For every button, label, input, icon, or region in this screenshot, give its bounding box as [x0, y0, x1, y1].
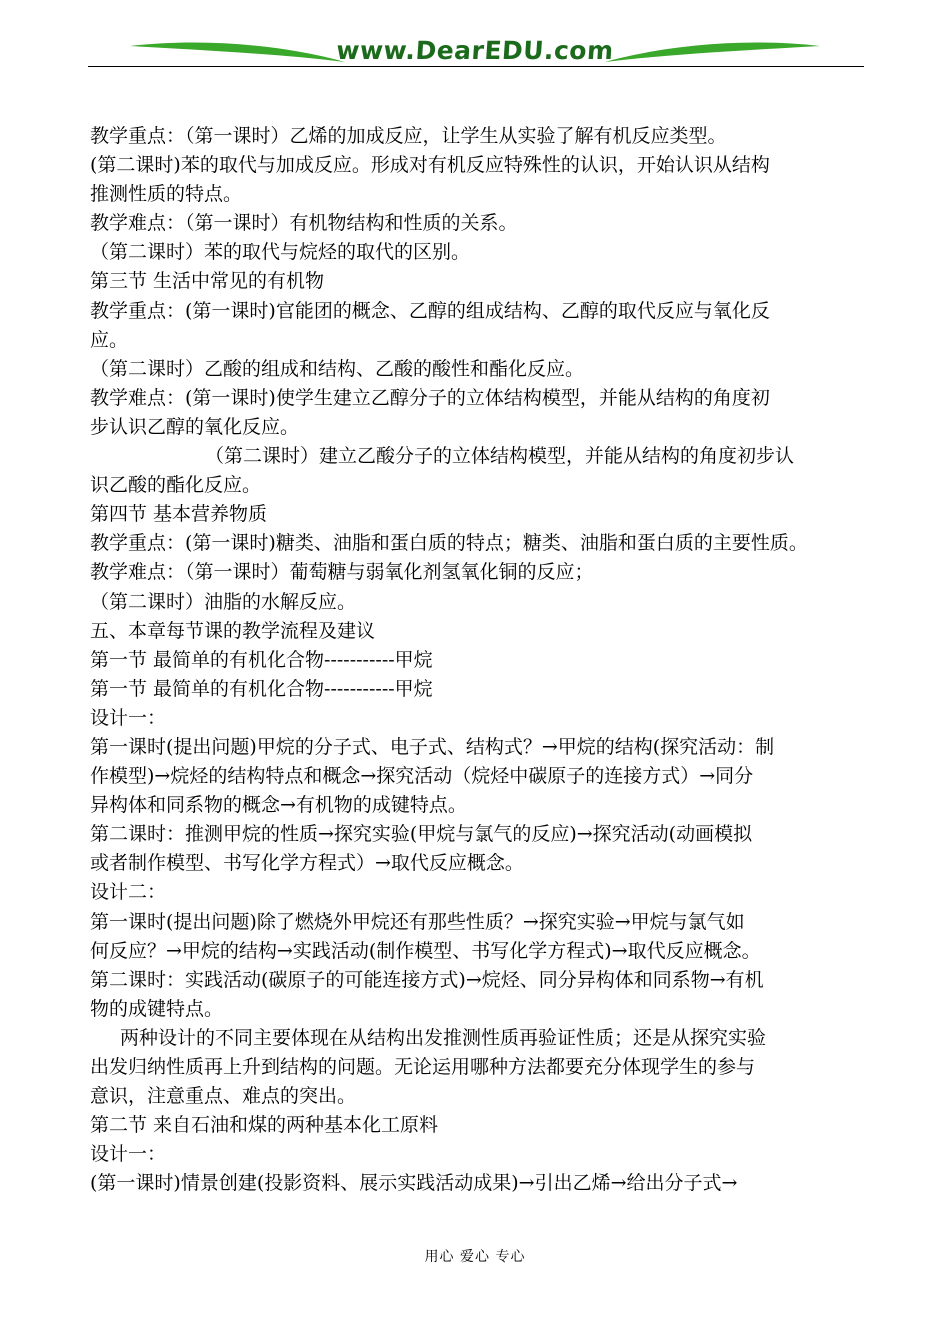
- text-line: 两种设计的不同主要体现在从结构出发推测性质再验证性质；还是从探究实验: [120, 1026, 767, 1049]
- text-line: 作模型)→烷烃的结构特点和概念→探究活动（烷烃中碳原子的连接方式）→同分: [90, 765, 754, 788]
- text-line: 第二节 来自石油和煤的两种基本化工原料: [90, 1114, 439, 1137]
- text-line: 第二课时：实践活动(碳原子的可能连接方式)→烷烃、同分异构体和同系物→有机: [90, 968, 764, 991]
- text-line: 第一节 最简单的有机化合物-----------甲烷: [90, 677, 433, 700]
- page-header: [0, 0, 950, 80]
- text-line: （第二课时）乙酸的组成和结构、乙酸的酸性和酯化反应。: [90, 357, 585, 380]
- text-line: 第三节 生活中常见的有机物: [90, 270, 325, 293]
- page-footer: 用心 爱心 专心: [424, 1249, 526, 1265]
- text-line: 五、本章每节课的教学流程及建议: [90, 619, 376, 642]
- text-line: (第二课时)苯的取代与加成反应。形成对有机反应特殊性的认识，开始认识从结构: [90, 154, 770, 177]
- text-line: 意识，注意重点、难点的突出。: [90, 1085, 357, 1108]
- site-logo-text: www.DearEDU.com: [335, 36, 615, 65]
- text-line: （第二课时）苯的取代与烷烃的取代的区别。: [90, 241, 471, 264]
- text-line: 教学重点：（第一课时）乙烯的加成反应，让学生从实验了解有机反应类型。: [90, 125, 727, 147]
- text-line: 教学难点：(第一课时)使学生建立乙醇分子的立体结构模型，并能从结构的角度初: [90, 386, 770, 409]
- text-line: 何反应？→甲烷的结构→实践活动(制作模型、书写化学方程式)→取代反应概念。: [90, 939, 761, 962]
- document-body: [90, 122, 872, 1198]
- text-line: 异构体和同系物的概念→有机物的成键特点。: [90, 794, 467, 817]
- text-line: 设计二：: [90, 881, 167, 904]
- text-line: 物的成键特点。: [90, 997, 224, 1020]
- text-line: 教学难点：（第一课时）葡萄糖与弱氧化剂氢氧化铜的反应；: [90, 561, 594, 584]
- text-line: 推测性质的特点。: [90, 183, 243, 206]
- text-line: 教学难点：（第一课时）有机物结构和性质的关系。: [90, 212, 518, 235]
- text-line: 第一课时(提出问题)甲烷的分子式、电子式、结构式？→甲烷的结构(探究活动：制: [90, 735, 775, 758]
- text-line: 第二课时：推测甲烷的性质→探究实验(甲烷与氯气的反应)→探究活动(动画模拟: [90, 823, 753, 846]
- text-line: 出发归纳性质再上升到结构的问题。无论运用哪种方法都要充分体现学生的参与: [90, 1056, 756, 1078]
- text-line: 第一课时(提出问题)除了燃烧外甲烷还有那些性质？→探究实验→甲烷与氯气如: [90, 910, 745, 933]
- text-line: 或者制作模型、书写化学方程式）→取代反应概念。: [90, 852, 524, 875]
- text-line: 步认识乙醇的氧化反应。: [90, 415, 300, 438]
- text-line: 教学重点：(第一课时)糖类、油脂和蛋白质的特点；糖类、油脂和蛋白质的主要性质。: [90, 532, 808, 555]
- text-line: 教学重点：(第一课时)官能团的概念、乙醇的组成结构、乙醇的取代反应与氧化反: [90, 299, 770, 322]
- text-line: 第四节 基本营养物质: [90, 503, 268, 526]
- text-line: 设计一：: [90, 706, 167, 729]
- text-line: 应。: [90, 328, 129, 351]
- text-line: 识乙酸的酯化反应。: [90, 474, 262, 497]
- text-line: （第二课时）建立乙酸分子的立体结构模型，并能从结构的角度初步认: [205, 445, 795, 468]
- header-divider: [88, 66, 864, 67]
- text-line: 设计一：: [90, 1143, 167, 1166]
- text-line: 第一节 最简单的有机化合物-----------甲烷: [90, 648, 433, 671]
- text-line: (第一课时)情景创建(投影资料、展示实践活动成果)→引出乙烯→给出分子式→: [90, 1172, 738, 1195]
- text-line: （第二课时）油脂的水解反应。: [90, 590, 357, 613]
